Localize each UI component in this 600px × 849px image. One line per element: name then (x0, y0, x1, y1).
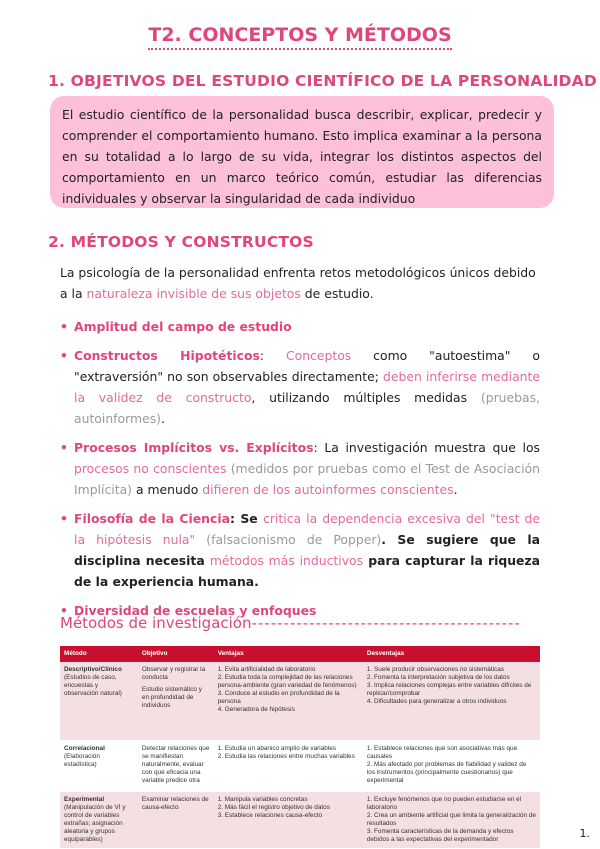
objective-cell: Examinar relaciones de causa-efecto (138, 792, 214, 849)
objectives-text: El estudio científico de la personalidad busca describir, explicar, predecir y comprender el comportamiento humano. Esto implica examinar a la persona en su totalidad a lo largo de su vida, integrar los distintos aspectos del comportamiento en un marco teórico común, estudiar las diferencias individuales y observar la singularidad de cada individuo (62, 107, 542, 206)
page-title: T2. CONCEPTOS Y MÉTODOS (0, 24, 600, 46)
disadvantages-cell: 1. Suele producir observaciones no sistemáticas 2. Fomenta la interpretación subjetiva de los datos 3. Implica relaciones complejas entre variables difíciles de replicar/comprobar 4. Dificultades para generalizar a otros individuos (363, 662, 540, 741)
table-row (60, 662, 540, 741)
bullet-item: • Procesos Implícitos vs. Explícitos: La investigación muestra que los procesos no conscientes (medidos por pruebas como el Test de Asociación Implícita) a menudo difieren de los autoinformes conscientes. (74, 437, 540, 500)
bullet-item: • Amplitud del campo de estudio (74, 316, 540, 337)
method-cell: Experimental (Manipulación de VI y control de variables extrañas; asignación aleatoria y grupos equiparables) (60, 792, 138, 849)
methods-table (60, 646, 540, 849)
section1-heading: 1. OBJETIVOS DEL ESTUDIO CIENTÍFICO DE LA PERSONALIDAD (48, 72, 597, 90)
column-header: Método (60, 646, 138, 662)
disadvantages-cell: 1. Excluye fenómenos que no pueden estudiarse en el laboratorio 2. Crea un ambiente artificial que limita la generalización de resultados 3. Fomenta características de la demanda y efectos debidos a las expectativas del experimentador (363, 792, 540, 849)
page-number: 1. (579, 827, 590, 840)
column-header: Objetivo (138, 646, 214, 662)
disadvantages-cell: 1. Establece relaciones que son asociativas más que causales 2. Más afectado por problemas de fiabilidad y validez de los instrumentos (principalmente cuestionarios) que experimental (363, 741, 540, 792)
section2-heading: 2. MÉTODOS Y CONSTRUCTOS (48, 233, 314, 251)
advantages-cell: 1. Manipula variables concretas 2. Más fácil el registro objetivo de datos 3. Establece relaciones causa-efecto (214, 792, 363, 849)
methods-heading: Métodos de investigación------------------------------------------ (60, 614, 521, 632)
bullet-item: • Diversidad de escuelas y enfoques (74, 600, 540, 621)
table-row (60, 792, 540, 849)
bullet-item: • Filosofía de la Ciencia: Se critica la dependencia excesiva del "test de la hipótesis nula" (falsacionismo de Popper). Se sugiere que la disciplina necesita métodos más inductivos para capturar la riqueza de la experiencia humana. (74, 508, 540, 592)
column-header: Ventajas (214, 646, 363, 662)
bullet-item: • Constructos Hipotéticos: Conceptos como "autoestima" o "extraversión" no son observables directamente; deben inferirse mediante la validez de constructo, utilizando múltiples medidas (pruebas, autoinformes). (74, 345, 540, 429)
method-cell: Descriptivo/Clínico (Estudios de caso, encuestas y observación natural) (60, 662, 138, 741)
objectives-box (50, 96, 554, 208)
table-row (60, 741, 540, 792)
method-cell: Correlacional (Elaboración estadística) (60, 741, 138, 792)
advantages-cell: 1. Evita artificialidad de laboratorio 2. Estudia toda la complejidad de las relaciones persona-ambiente (gran variedad de fenómenos) 3. Conduce al estudio en profundidad de la persona 4. Generadora de hipótesis (214, 662, 363, 741)
table-header-row (60, 646, 540, 662)
methods-intro: La psicología de la personalidad enfrenta retos metodológicos únicos debido a la naturaleza invisible de sus objetos de estudio. (60, 265, 536, 301)
objective-cell: Detectar relaciones que se manifiestan naturalmente, evaluar con qué eficacia una variable predice otra (138, 741, 214, 792)
column-header: Desventajas (363, 646, 540, 662)
advantages-cell: 1. Estudia un abanico amplio de variables 2. Estudia las relaciones entre muchas variables (214, 741, 363, 792)
bullet-list (74, 316, 540, 629)
objective-cell: Observar y registrar la conducta Estudio sistemático y en profundidad de individuos (138, 662, 214, 741)
